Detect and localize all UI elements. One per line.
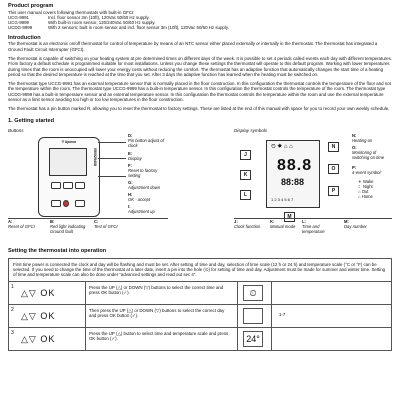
event-night: ☾ Night [358, 184, 373, 190]
display-label-o: O [328, 164, 339, 174]
intro-paragraph-4: The thermostat has a pin button marked R, allowing you to reset the thermostat to factory settings. These are listed at the end of this manual with space for you to record your own weekly schedule. [8, 106, 390, 112]
intro-paragraph-2: The thermostat is capable of switching on your heating system at pre determined times on different days of the week. It is possible to set 4 periods called events each day with different temperatures. From factory a default schedule is programmed suitable for most installations. Unless you change these settings the thermostat will operate to this default program. Working with lower temperatures during times that the room is unoccupied will lower your energy costs without reducing the comfort. The thermostat has an adaptive function that automatically changes the start time of a heating period so that the desired temperature is reached at the time that you set. After 3 days the adaptive function has learned when the heating must be switched on. [8, 55, 392, 77]
lcd-display-illustration [266, 140, 320, 208]
down-button[interactable] [51, 182, 61, 189]
callout-c: C: Test of GFCI [94, 219, 118, 230]
brand-logo: ® Uponor [61, 140, 77, 145]
lcd-temperature: 88.8 [277, 157, 313, 175]
setting-section [8, 248, 392, 350]
lcd-time: 88:88 [281, 177, 305, 188]
product-item: UCDG-9999 With 2 sensors; built in room sensor and incl. floor sensor 3m (10ft), 120Vac 50/60 Hz supply. [8, 25, 229, 31]
thermostat-illustration [38, 137, 100, 217]
buttons-title: Buttons [8, 128, 24, 134]
display-label-n: N [328, 142, 339, 152]
display-label-l: L [240, 190, 251, 200]
callout-i: I: Adjustment up [128, 204, 155, 215]
setting-step [8, 328, 392, 351]
product-item: UCG-9999 With built-in room sensor, 120/240Vac 50/60 Hz supply. [8, 20, 156, 26]
gfci-reset-button[interactable] [51, 200, 61, 207]
setting-heading: Setting the thermostat into operation [8, 248, 107, 255]
product-list [8, 15, 392, 31]
leader-line [98, 176, 126, 177]
display-label-k: K [240, 170, 251, 180]
step-number: 3 [11, 329, 14, 336]
step-number: 2 [11, 306, 14, 313]
product-item: UCG-9991 Incl. floor sensor 3m (10ft), 120Vac 50/60 Hz supply. [8, 14, 150, 20]
display-label-m: M [284, 212, 295, 222]
event-wake: ☀ Wake [358, 179, 374, 185]
clock-icon: ⏲ [243, 285, 263, 301]
step-description: Then press the UP (△) or DOWN (▽) buttons to select the correct day and press OK button (✓). [89, 307, 225, 319]
step-number: 1 [11, 283, 14, 290]
step-keys: △▽ OK [21, 287, 56, 298]
callout-b: B: Red light indicating Ground fault [50, 219, 86, 235]
callout-h: H: OK - accept [128, 192, 151, 203]
product-program-intro: This user manual covers following thermostats with built-in GFCI: [8, 9, 135, 15]
callout-g: G: Adjustment down [128, 180, 161, 191]
house-out-icon: ⌂ [358, 189, 361, 195]
setting-step [8, 282, 392, 305]
callout-d: D: Pin button adjust of clock [128, 133, 164, 149]
step-description: Press the UP (△) button to select time and temperature scale and press OK button (✓). [89, 330, 229, 342]
lcd-top-icons: ⏲ ☀ ⌂ ⌂ [271, 144, 293, 151]
gfci-test-button[interactable] [75, 200, 85, 207]
divider [234, 218, 392, 219]
event-home: ⌂ Home [358, 193, 373, 199]
model-code-label: 050925408 [93, 148, 97, 167]
scale-display: 24° [243, 331, 263, 347]
day-display [243, 308, 263, 324]
callout-j: J: Clock function [234, 219, 261, 230]
step-note: 1-7 [279, 311, 286, 317]
callout-m: M: Day number [344, 219, 367, 230]
ground-fault-light [63, 200, 69, 207]
intro-paragraph-3: The thermostat type UCCG-9991 has an external temperature sensor that is normally placed in the floor construction. In this configuration the thermostat controls the temperature of the floor and not the temperature within the room. The thermostat type UCCG-9999 has a built-in temperature sensor. In this configuration the thermostat controls the temperature of the room. The thermostat type UCDG-9999 has a built-in temperature sensor and an external temperature sensor. In this configuration the thermostat controls the temperature within the room and use the external temperature sensor as a limit sensor avoiding too high or too low temperatures in the floor construction. [8, 81, 391, 103]
sun-icon: ☀ [358, 179, 362, 185]
setting-intro-box: First time power is connected the clock and day will be flashing and must be set. After setting of time and day, selection of time scale (12 h or 24 h) and temperature scale (°C or °F) can be selected. If you need to change the time of the thermostat at a later date, insert a pin into the hole (⊙) for setting of time and day. Adjustment must be made for summer and winter time. Setting of time and temperature scale can also be done under “advanced settings and read out sec 4”. [8, 258, 392, 282]
leader-line [98, 142, 126, 143]
event-list [358, 180, 394, 200]
moon-icon: ☾ [358, 184, 362, 190]
callout-l: L: Time and temperature [302, 219, 325, 235]
callout-o: O: Monitoring of switching on time [352, 145, 385, 161]
introduction-heading: Introduction [8, 34, 41, 41]
callout-f: F: Reset to factory setting [128, 163, 158, 179]
figures-area [8, 128, 392, 238]
event-out: ⌂ Out [358, 189, 369, 195]
step-keys: △▽ OK [21, 333, 56, 344]
thermostat-screen [49, 148, 87, 176]
step-keys: △▽ OK [21, 310, 56, 321]
callout-e: E: Display [128, 151, 142, 162]
callout-n: N: Heating on [352, 133, 373, 144]
house-home-icon: ⌂ [358, 193, 361, 199]
callout-a: A: Reset of GFCI [8, 219, 35, 230]
product-program-heading: Product program [8, 3, 54, 9]
callout-p: P: 4-event symbol: [352, 165, 382, 176]
up-button[interactable] [75, 182, 85, 189]
display-label-j: J [240, 150, 251, 160]
lcd-days: 1 2 3 4 5 6 7 [271, 197, 294, 203]
setting-step [8, 305, 392, 328]
leader-line [98, 158, 126, 159]
display-title: Display symbols [234, 128, 268, 134]
intro-paragraph-1: The thermostat is an electronic on/off thermostat for control of temperature by means of an NTC sensor either placed externally or internally in the thermostat. The thermostat has integrated a Ground Fault Circuit Interrupter (GFCI). [8, 41, 378, 52]
ok-button[interactable] [63, 182, 73, 189]
getting-started-heading: 1. Getting started [8, 117, 55, 124]
display-label-p: P [328, 186, 339, 196]
divider [8, 218, 168, 219]
step-description: Press the UP (△) or DOWN (▽) buttons to select the correct time and press OK button (✓). [89, 284, 224, 296]
callout-k: K: Manual mode [270, 219, 296, 230]
